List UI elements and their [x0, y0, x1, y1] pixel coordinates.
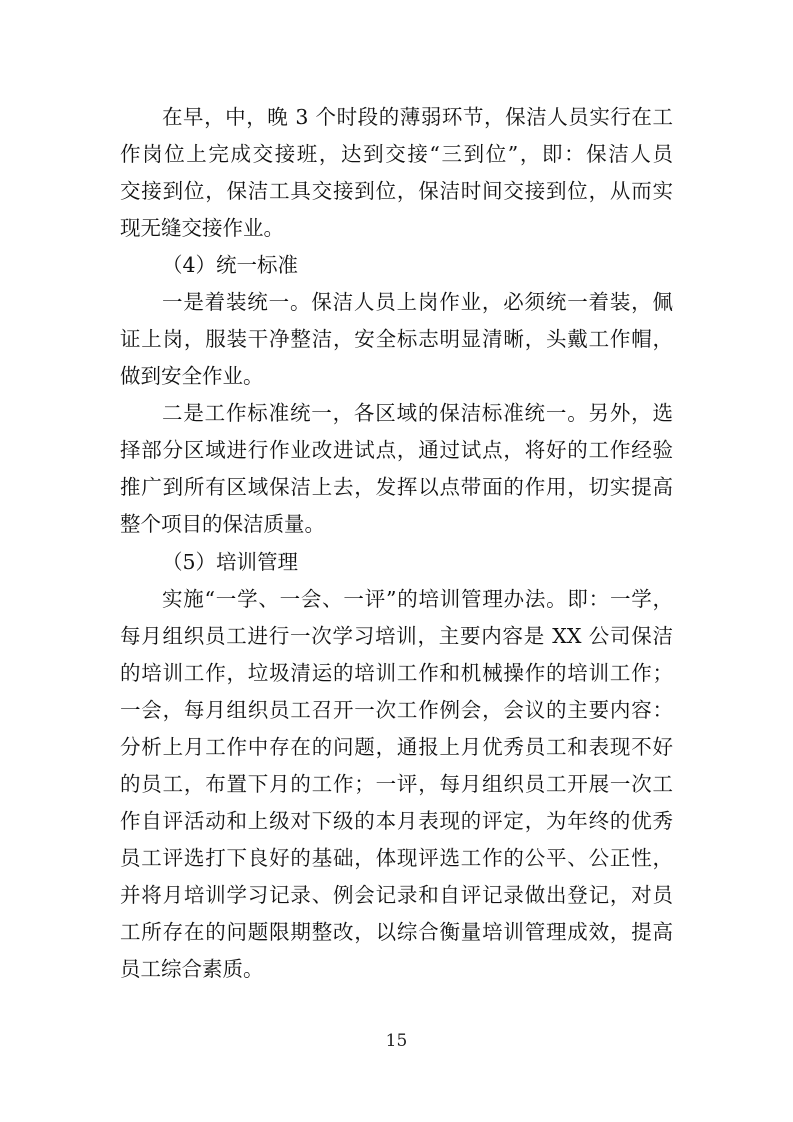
paragraph-4-line-2: 每月组织员工进行一次学习培训，主要内容是 XX 公司保洁 [120, 624, 673, 648]
paragraph-2-line-3: 做到安全作业。 [120, 364, 264, 388]
paragraph-4-line-11: 员工综合素质。 [120, 957, 264, 981]
section-heading-training-management: （5）培训管理 [162, 550, 299, 574]
paragraph-4-line-9: 并将月培训学习记录、例会记录和自评记录做出登记，对员 [120, 883, 673, 907]
paragraph-2-line-1: 一是着装统一。保洁人员上岗作业，必须统一着装，佩 [162, 290, 673, 314]
paragraph-4-line-4: 一会，每月组织员工召开一次工作例会，会议的主要内容： [120, 698, 673, 722]
page-number: 15 [385, 1031, 408, 1051]
paragraph-4-line-8: 员工评选打下良好的基础，体现评选工作的公平、公正性， [120, 846, 673, 870]
paragraph-4-line-6: 的员工，布置下月的工作；一评，每月组织员工开展一次工 [120, 772, 673, 796]
paragraph-4-line-5: 分析上月工作中存在的问题，通报上月优秀员工和表现不好 [120, 735, 673, 759]
paragraph-4-line-7: 作自评活动和上级对下级的本月表现的评定，为年终的优秀 [120, 809, 673, 833]
paragraph-4-line-1: 实施“一学、一会、一评”的培训管理办法。即：一学， [162, 587, 673, 611]
paragraph-3-line-4: 整个项目的保洁质量。 [120, 512, 325, 536]
paragraph-4-line-10: 工所存在的问题限期整改，以综合衡量培训管理成效，提高 [120, 920, 673, 944]
paragraph-1-line-4: 现无缝交接作业。 [120, 216, 284, 240]
paragraph-4-line-3: 的培训工作，垃圾清运的培训工作和机械操作的培训工作； [120, 661, 673, 685]
paragraph-1-line-2: 作岗位上完成交接班，达到交接“三到位”，即：保洁人员 [120, 142, 673, 166]
paragraph-2-line-2: 证上岗，服装干净整洁，安全标志明显清晰，头戴工作帽， [120, 327, 673, 351]
paragraph-3-line-2: 择部分区域进行作业改进试点，通过试点，将好的工作经验 [120, 438, 673, 462]
paragraph-1-line-1: 在早，中，晚 3 个时段的薄弱环节，保洁人员实行在工 [162, 105, 673, 129]
paragraph-3-line-1: 二是工作标准统一，各区域的保洁标准统一。另外，选 [162, 401, 673, 425]
paragraph-3-line-3: 推广到所有区域保洁上去，发挥以点带面的作用，切实提高 [120, 475, 673, 499]
section-heading-unified-standards: （4）统一标准 [162, 253, 299, 277]
paragraph-1-line-3: 交接到位，保洁工具交接到位，保洁时间交接到位，从而实 [120, 179, 673, 203]
